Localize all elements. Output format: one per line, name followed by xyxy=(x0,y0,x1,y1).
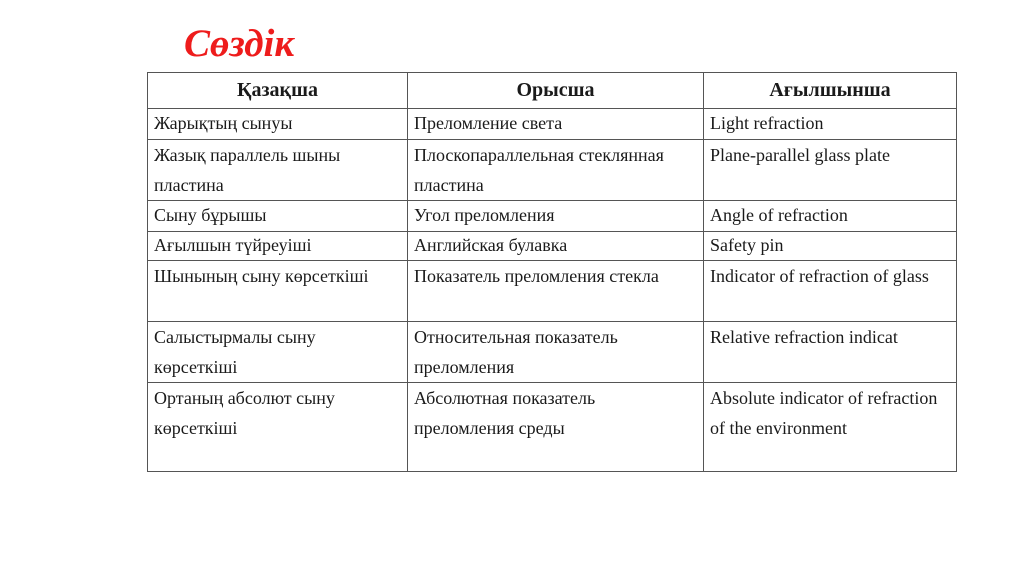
table-row xyxy=(148,261,957,322)
table-row xyxy=(148,201,957,232)
cell-english: Relative refraction indicat xyxy=(704,322,957,383)
slide-title: Сөздік xyxy=(184,22,295,65)
cell-kazakh: Жарықтың сынуы xyxy=(148,109,408,140)
header-russian: Орысша xyxy=(408,73,704,109)
cell-kazakh: Сыну бұрышы xyxy=(148,201,408,232)
cell-kazakh: Шынының сыну көрсеткіші xyxy=(148,261,408,322)
cell-russian: Английская булавка xyxy=(408,232,704,261)
cell-russian: Плоскопараллельная стеклянная пластина xyxy=(408,140,704,201)
table-header-row xyxy=(148,73,957,109)
table-row xyxy=(148,109,957,140)
cell-english: Indicator of refraction of glass xyxy=(704,261,957,322)
table-row xyxy=(148,140,957,201)
cell-english: Absolute indicator of refraction of the environment xyxy=(704,383,957,472)
header-kazakh: Қазақша xyxy=(148,73,408,109)
cell-kazakh: Ортаның абсолют сыну көрсеткіші xyxy=(148,383,408,472)
cell-english: Plane-parallel glass plate xyxy=(704,140,957,201)
table-row xyxy=(148,383,957,472)
table-row xyxy=(148,232,957,261)
cell-russian: Абсолютная показатель преломления среды xyxy=(408,383,704,472)
cell-russian: Показатель преломления стекла xyxy=(408,261,704,322)
header-english: Ағылшынша xyxy=(704,73,957,109)
cell-english: Safety pin xyxy=(704,232,957,261)
cell-kazakh: Ағылшын түйреуіші xyxy=(148,232,408,261)
cell-russian: Относительная показатель преломления xyxy=(408,322,704,383)
vocabulary-table xyxy=(147,72,957,472)
cell-kazakh: Жазық параллель шыны пластина xyxy=(148,140,408,201)
cell-kazakh: Салыстырмалы сыну көрсеткіші xyxy=(148,322,408,383)
cell-russian: Угол преломления xyxy=(408,201,704,232)
cell-english: Light refraction xyxy=(704,109,957,140)
cell-english: Angle of refraction xyxy=(704,201,957,232)
cell-russian: Преломление света xyxy=(408,109,704,140)
table-row xyxy=(148,322,957,383)
